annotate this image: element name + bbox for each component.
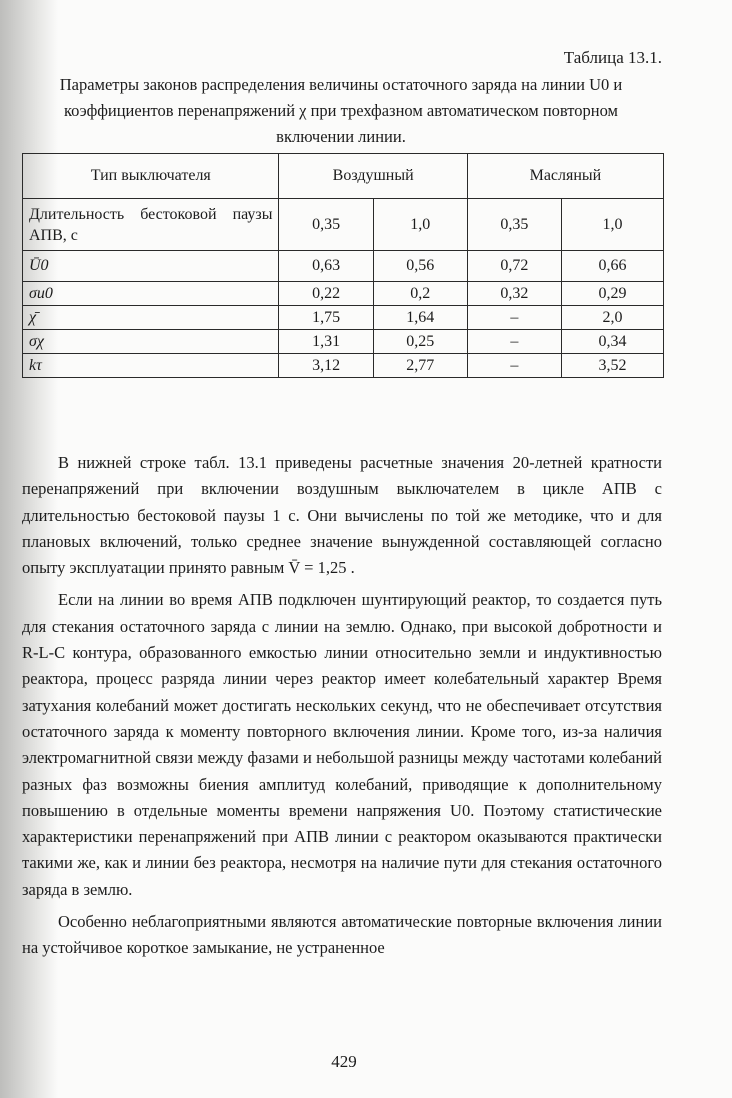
paragraph: Если на линии во время АПВ подключен шунтирующий реактор, то создается путь для стекания остаточного заряда с линии на землю. Однако, при высокой добротности и R-L-C контура, образованного емкостью линии относительно земли и индуктивностью реактора, процесс разряда линии через реактор имеет колебательный характер Время затухания колебаний может достигать нескольких секунд, что не обеспечивает отсутствия остаточного заряда к моменту повторного включения линии. Кроме того, из-за наличия электромагнитной связи между фазами и небольшой разницы между частотами колебаний разных фаз возможны биения амплитуд колебаний, приводящие к дополнительному повышению в отдельные моменты времени напряжения U0. Поэтому статистические характеристики перенапряжений при АПВ линии с реактором оказываются практически такими же, как и линии без реактора, несмотря на наличие пути для стекания остаточного заряда в землю. (22, 590, 662, 899)
table-cell: 2,0 (561, 306, 663, 330)
header-breaker-type: Тип выключателя (23, 154, 279, 199)
row-label: χ̄ (23, 306, 279, 330)
table-row (23, 330, 664, 354)
table-cell: 0,2 (373, 282, 467, 306)
page-number: 429 (331, 1052, 357, 1071)
table-cell: 3,12 (279, 354, 373, 378)
table-cell: 1,0 (561, 199, 663, 251)
table-cell: 0,66 (561, 251, 663, 282)
table-row (23, 354, 664, 378)
table-caption: Параметры законов распределения величины остаточного заряда на линии U0 и коэффициентов перенапряжений χ при трехфазном автоматическом повторном включении линии. (59, 75, 623, 146)
table-cell: 0,34 (561, 330, 663, 354)
table-row (23, 199, 664, 251)
body-text (22, 450, 662, 968)
table-cell: 0,29 (561, 282, 663, 306)
table-cell: 1,64 (373, 306, 467, 330)
table-cell: 0,72 (467, 251, 561, 282)
row-label: σu0 (23, 282, 279, 306)
table-cell: 0,35 (467, 199, 561, 251)
row-label: σχ (23, 330, 279, 354)
table-number: Таблица 13.1. (563, 48, 662, 67)
table-cell: 2,77 (373, 354, 467, 378)
parameters-table (22, 153, 664, 378)
table-cell: 0,32 (467, 282, 561, 306)
row-label: Длительность бестоковой паузы АПВ, с (23, 199, 279, 251)
table-row (23, 306, 664, 330)
paragraph: Особенно неблагоприятными являются автоматические повторные включения линии на устойчивое короткое замыкание, не устраненное (22, 912, 662, 958)
table-cell: 0,63 (279, 251, 373, 282)
header-air-breaker: Воздушный (279, 154, 467, 199)
table-cell: 0,25 (373, 330, 467, 354)
table-cell: – (467, 306, 561, 330)
table-row (23, 251, 664, 282)
table-cell: – (467, 354, 561, 378)
table-cell: 1,75 (279, 306, 373, 330)
table-cell: 0,56 (373, 251, 467, 282)
table-header-row (23, 154, 664, 199)
row-label: kτ (23, 354, 279, 378)
table-cell: – (467, 330, 561, 354)
document-page (22, 0, 666, 1098)
table-cell: 0,22 (279, 282, 373, 306)
table-cell: 1,0 (373, 199, 467, 251)
table-row (23, 282, 664, 306)
header-oil-breaker: Масляный (467, 154, 663, 199)
table-cell: 3,52 (561, 354, 663, 378)
paragraph: В нижней строке табл. 13.1 приведены расчетные значения 20-летней кратности перенапряжений при включении воздушным выключателем в цикле АПВ с длительностью бестоковой паузы 1 с. Они вычислены по той же методике, что и для плановых включений, только среднее значение вынужденной составляющей согласно опыту эксплуатации принято равным V̄ = 1,25 . (22, 453, 662, 578)
table-cell: 1,31 (279, 330, 373, 354)
table-cell: 0,35 (279, 199, 373, 251)
row-label: Ū0 (23, 251, 279, 282)
